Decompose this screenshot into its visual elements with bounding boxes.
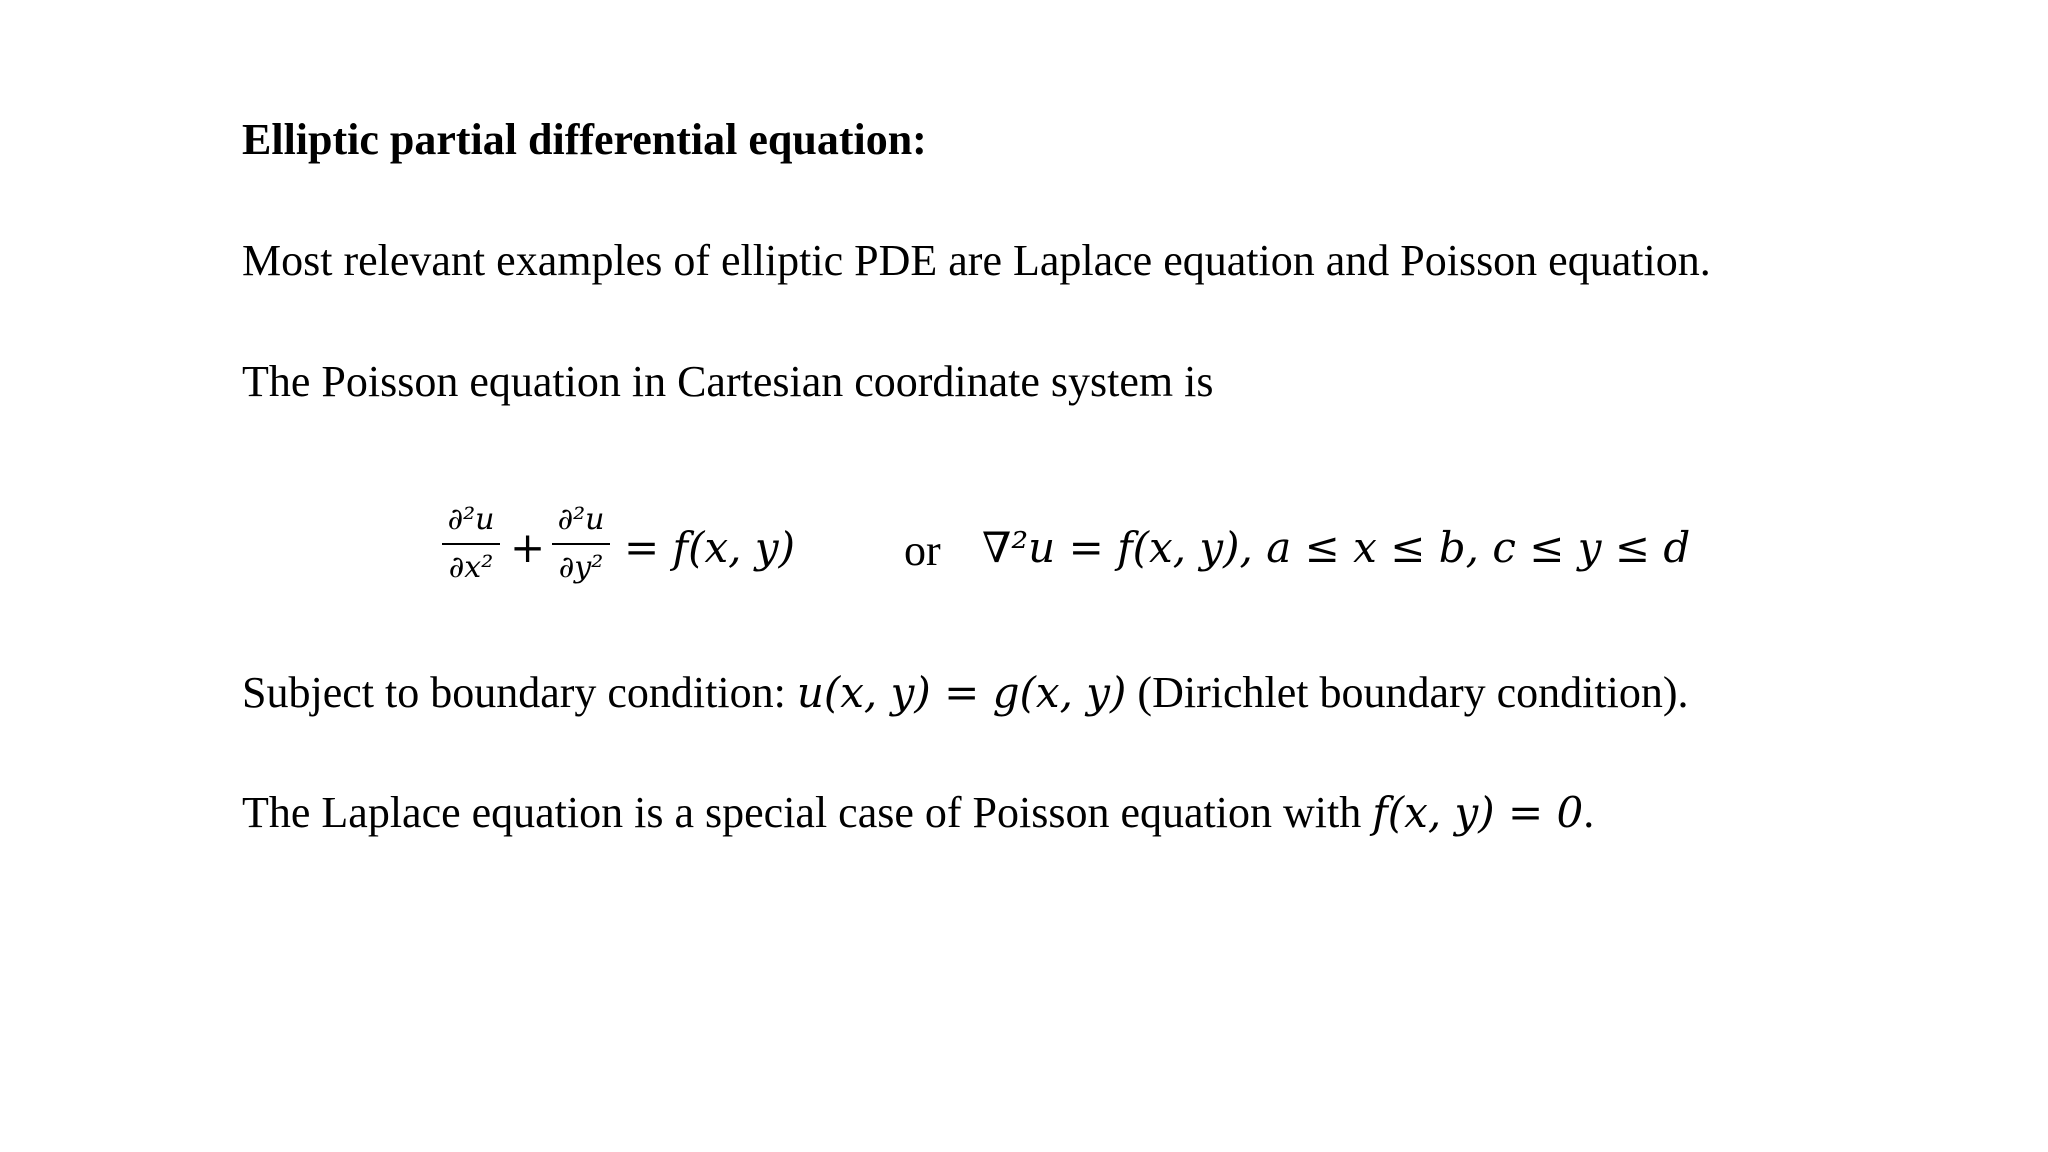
fraction-denominator: ∂x² — [448, 550, 494, 585]
laplace-math: f(x, y) = 0 — [1372, 788, 1584, 837]
fraction-numerator: ∂²u — [447, 502, 495, 537]
fraction-d2u-dy2 — [552, 502, 610, 585]
paragraph-boundary-condition — [242, 668, 1689, 717]
laplace-tail: . — [1583, 788, 1595, 837]
fraction-d2u-dx2 — [442, 502, 500, 585]
fraction-numerator: ∂²u — [557, 502, 605, 537]
fraction-bar — [442, 543, 500, 545]
boundary-math: u(x, y) = g(x, y) — [796, 668, 1127, 717]
fraction-denominator: ∂y² — [558, 550, 604, 585]
equation-laplacian-form: ∇²u = f(x, y), a ≤ x ≤ b, c ≤ y ≤ d — [982, 523, 1691, 572]
paragraph-laplace-special-case — [242, 788, 1595, 837]
laplace-text: The Laplace equation is a special case of Poisson equation with — [242, 788, 1362, 837]
equation-rhs: = f(x, y) — [624, 523, 795, 572]
paragraph-elliptic-examples: Most relevant examples of elliptic PDE are Laplace equation and Poisson equation. — [242, 236, 1711, 285]
boundary-text: Subject to boundary condition: — [242, 668, 786, 717]
equation-or: or — [904, 526, 941, 575]
boundary-tail: (Dirichlet boundary condition). — [1137, 668, 1689, 717]
slide-heading: Elliptic partial differential equation: — [242, 115, 927, 164]
plus-sign: + — [510, 523, 546, 572]
fraction-bar — [552, 543, 610, 545]
paragraph-poisson-intro: The Poisson equation in Cartesian coordinate system is — [242, 357, 1214, 406]
